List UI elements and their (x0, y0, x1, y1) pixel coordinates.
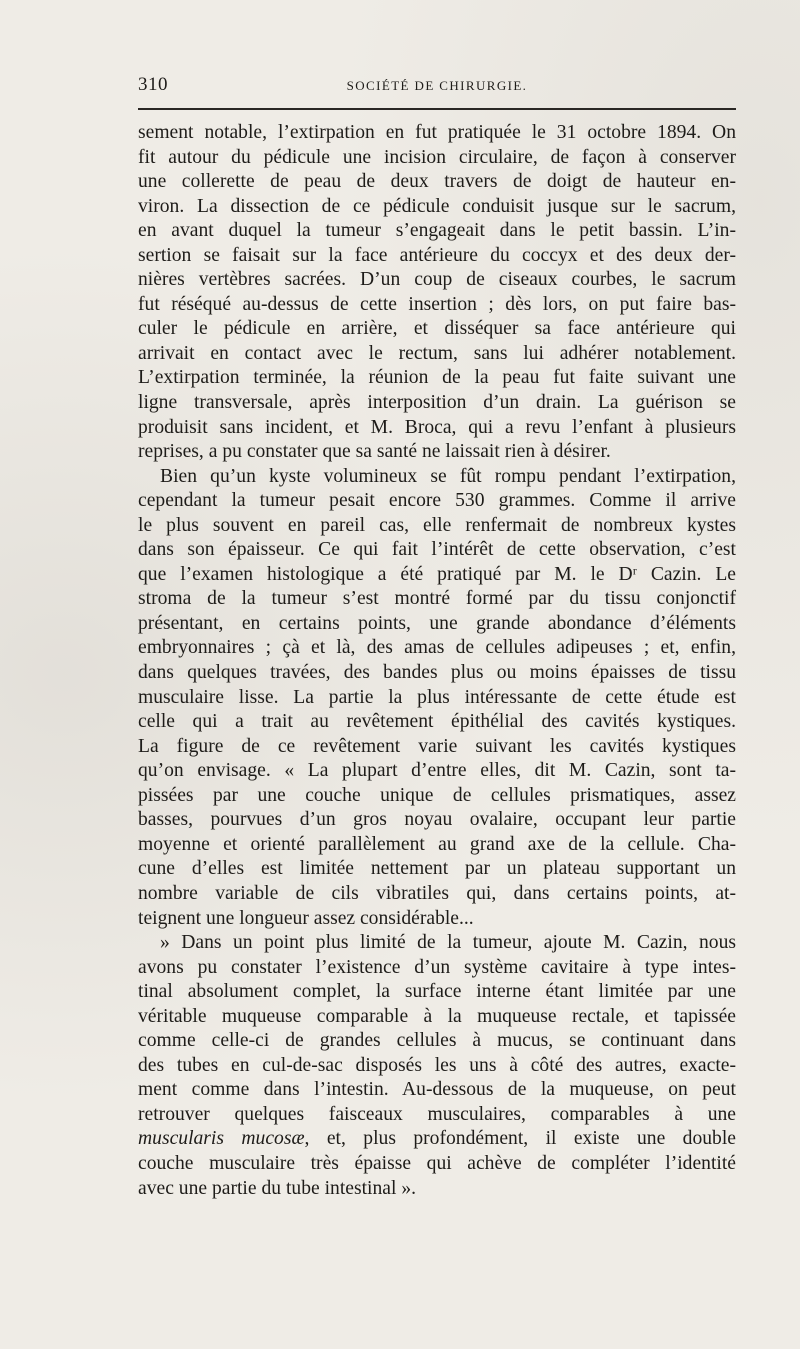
header-rule (138, 108, 736, 110)
body-text (138, 121, 736, 1201)
running-head: SOCIÉTÉ DE CHIRURGIE. (346, 78, 528, 93)
text-line: couche musculaire très épaisse qui achève de compléter l’identité (138, 1152, 736, 1174)
text-line: comme celle-ci de grandes cellules à mucus, se continuant dans (138, 1030, 736, 1052)
text-line: retrouver quelques faisceaux musculaires, comparables à une (138, 1103, 736, 1125)
paragraph-last-line: avec une partie du tube intestinal ». (138, 1177, 417, 1199)
text-line: sement notable, l’extirpation en fut pratiquée le 31 octobre 1894. On (138, 122, 736, 143)
text-line: nombre variable de cils vibratiles qui, dans certains points, at- (138, 882, 736, 904)
text-line: en avant duquel la tumeur s’engageait dans le petit bassin. L’in- (138, 220, 736, 242)
text-line: dans son épaisseur. Ce qui fait l’intérêt de cette observation, c’est (138, 539, 736, 561)
text-line: fut réséqué au-dessus de cette insertion ; dès lors, on put faire bas- (138, 293, 736, 315)
text-run: , et, plus profondément, il existe une double (304, 1128, 736, 1150)
text-line: des tubes en cul-de-sac disposés les uns à côté des autres, exacte- (138, 1054, 736, 1076)
text-line: L’extirpation terminée, la réunion de la peau fut faite suivant une (138, 367, 736, 389)
text-line: produisit sans incident, et M. Broca, qui a revu l’enfant à plusieurs (138, 416, 736, 438)
text-line: fit autour du pédicule une incision circulaire, de façon à conserver (138, 146, 736, 168)
text-line: stroma de la tumeur s’est montré formé par du tissu conjonctif (138, 588, 736, 610)
text-line: sertion se faisait sur la face antérieure du coccyx et des deux der- (138, 244, 736, 266)
text-line: La figure de ce revêtement varie suivant les cavités kystiques (138, 735, 736, 757)
paragraph-first-line: Bien qu’un kyste volumineux se fût rompu pendant l’extirpation, (160, 465, 736, 487)
text-line-italic (138, 1127, 736, 1152)
text-line: cependant la tumeur pesait encore 530 grammes. Comme il arrive (138, 490, 736, 512)
text-line: présentant, en certains points, une grande abondance d’éléments (138, 612, 736, 634)
text-line: véritable muqueuse comparable à la muqueuse rectale, et tapissée (138, 1005, 736, 1027)
paragraph-first-line: » Dans un point plus limité de la tumeur, ajoute M. Cazin, nous (160, 932, 736, 954)
text-line: cune d’elles est limitée nettement par un plateau supportant un (138, 858, 736, 880)
paragraph-last-line: reprises, a pu constater que sa santé ne laissait rien à désirer. (138, 441, 611, 463)
text-line: une collerette de peau de deux travers de doigt de hauteur en- (138, 171, 736, 193)
text-line: musculaire lisse. La partie la plus intéressante de cette étude est (138, 686, 736, 708)
text-line: basses, pourvues d’un gros noyau ovalaire, occupant leur partie (138, 809, 736, 831)
text-line: le plus souvent en pareil cas, elle renfermait de nombreux kystes (138, 514, 736, 536)
text-line: qu’on envisage. « La plupart d’entre elles, dit M. Cazin, sont ta- (138, 760, 736, 782)
text-line: celle qui a trait au revêtement épithélial des cavités kystiques. (138, 711, 736, 733)
text-line: moyenne et orienté parallèlement au grand axe de la cellule. Cha- (138, 833, 736, 855)
paragraph-last-line: teignent une longueur assez considérable... (138, 907, 474, 929)
text-line: culer le pédicule en arrière, et disséquer sa face antérieure qui (138, 318, 736, 340)
text-line: tinal absolument complet, la surface interne étant limitée par une (138, 981, 736, 1003)
page-number: 310 (138, 74, 168, 95)
text-line: nières vertèbres sacrées. D’un coup de ciseaux courbes, le sacrum (138, 269, 736, 291)
text-line: embryonnaires ; çà et là, des amas de cellules adipeuses ; et, enfin, (138, 637, 736, 659)
text-line: viron. La dissection de ce pédicule conduisit jusque sur le sacrum, (138, 195, 736, 217)
text-line: arrivait en contact avec le rectum, sans lui adhérer notablement. (138, 342, 736, 364)
page-header (138, 72, 736, 102)
text-line: dans quelques travées, des bandes plus ou moins épaisses de tissu (138, 662, 736, 684)
text-line: que l’examen histologique a été pratiqué par M. le Dʳ Cazin. Le (138, 563, 736, 585)
text-line: avons pu constater l’existence d’un système cavitaire à type intes- (138, 956, 736, 978)
italic-term: muscularis mucosæ (138, 1128, 305, 1150)
text-line: ligne transversale, après interposition d’un drain. La guérison se (138, 392, 736, 414)
text-line: ment comme dans l’intestin. Au-dessous de la muqueuse, on peut (138, 1079, 736, 1101)
text-line: pissées par une couche unique de cellules prismatiques, assez (138, 784, 736, 806)
